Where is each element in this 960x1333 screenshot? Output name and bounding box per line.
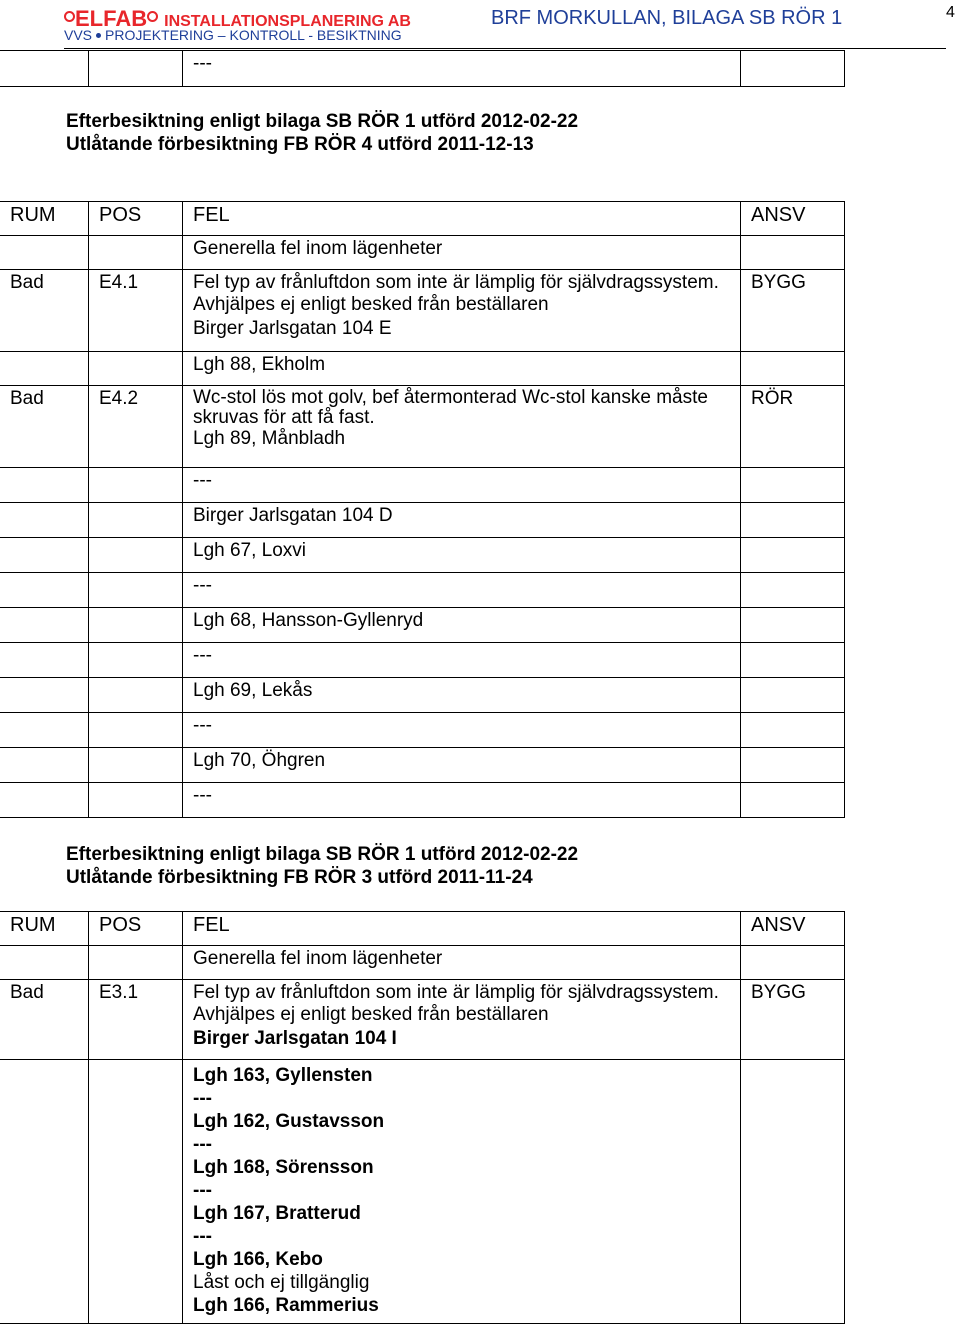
table-row [0, 1060, 845, 1324]
fel-cell: Wc-stol lös mot golv, bef återmonterad Wc-stol kanske måste skruvas för att få fast. Lgh 89, Månbladh [183, 386, 741, 468]
table-header-row [0, 912, 845, 946]
col-ansv: ANSV [741, 202, 845, 236]
pos-cell: E4.1 [89, 270, 183, 352]
section2-title-line2: Utlåtande förbesiktning FB RÖR 3 utförd 2011-11-24 [66, 867, 533, 888]
list-item: --- [193, 1226, 212, 1247]
apartment-list [183, 1060, 741, 1324]
bullet-icon [96, 33, 101, 38]
pos-cell: E4.2 [89, 386, 183, 468]
list-item: Lgh 163, Gyllensten [193, 1065, 373, 1086]
rum-cell: Bad [0, 270, 89, 352]
table-row [0, 980, 845, 1060]
table-row [0, 236, 845, 270]
document-title: BRF MORKULLAN, BILAGA SB RÖR 1 [491, 7, 843, 29]
table-row [0, 270, 845, 352]
rum-cell: Bad [0, 386, 89, 468]
ansv-cell: BYGG [741, 270, 845, 352]
col-ansv: ANSV [741, 912, 845, 946]
general-heading: Generella fel inom lägenheter [183, 946, 741, 980]
fel-cell: Fel typ av frånluftdon som inte är lämplig för självdragssystem. Avhjälpes ej enligt besked från beställaren Birger Jarlsgatan 104 E [183, 270, 741, 352]
table-row [0, 386, 845, 468]
ansv-cell: BYGG [741, 980, 845, 1060]
company-name: INSTALLATIONSPLANERING AB [164, 13, 411, 30]
list-item: Lgh 167, Bratterud [193, 1203, 361, 1224]
col-rum: RUM [0, 912, 89, 946]
dash-cell: --- [183, 51, 741, 87]
pos-cell: E3.1 [89, 980, 183, 1060]
list-item: Låst och ej tillgänglig [193, 1272, 370, 1293]
list-item: --- [193, 1088, 212, 1109]
col-pos: POS [89, 202, 183, 236]
rum-cell: Bad [0, 980, 89, 1060]
table-row: --- [0, 713, 845, 748]
company-logo: ELFAB [75, 6, 148, 31]
col-rum: RUM [0, 202, 89, 236]
table-row: Lgh 70, Öhgren [0, 748, 845, 783]
section1-title [66, 110, 578, 156]
section2-table [0, 911, 845, 1324]
top-table [0, 50, 845, 87]
logo-circle-left-icon [64, 11, 75, 22]
table-row: Birger Jarlsgatan 104 D [0, 503, 845, 538]
col-pos: POS [89, 912, 183, 946]
table-row: Lgh 88, Ekholm [0, 352, 845, 386]
table-row: --- [0, 468, 845, 503]
table-header-row [0, 202, 845, 236]
company-services [64, 27, 402, 43]
table-row [0, 946, 845, 980]
section1-title-line2: Utlåtande förbesiktning FB RÖR 4 utförd 2011-12-13 [66, 134, 534, 155]
list-item: Lgh 168, Sörensson [193, 1157, 374, 1178]
ansv-cell: RÖR [741, 386, 845, 468]
page-number: 4 [946, 4, 955, 21]
section1-table [0, 201, 845, 818]
fel-cell: Fel typ av frånluftdon som inte är lämplig för självdragssystem. Avhjälpes ej enligt besked från beställaren Birger Jarlsgatan 104 I [183, 980, 741, 1060]
table-row: --- [0, 573, 845, 608]
logo-circle-right-icon [147, 11, 158, 22]
list-item: Lgh 162, Gustavsson [193, 1111, 385, 1132]
general-heading: Generella fel inom lägenheter [183, 236, 741, 270]
list-item: Lgh 166, Kebo [193, 1249, 323, 1270]
list-item: --- [193, 1134, 212, 1155]
col-fel: FEL [183, 912, 741, 946]
section2-title-line1: Efterbesiktning enligt bilaga SB RÖR 1 utförd 2012-02-22 [66, 844, 579, 865]
table-row: --- [0, 643, 845, 678]
section1-title-line1: Efterbesiktning enligt bilaga SB RÖR 1 utförd 2012-02-22 [66, 111, 579, 132]
section2-title [66, 843, 578, 889]
table-row: --- [0, 783, 845, 818]
table-row: Lgh 69, Lekås [0, 678, 845, 713]
table-row: Lgh 68, Hansson-Gyllenryd [0, 608, 845, 643]
services-text: PROJEKTERING – KONTROLL - BESIKTNING [105, 27, 402, 43]
table-row: Lgh 67, Loxvi [0, 538, 845, 573]
list-item: --- [193, 1180, 212, 1201]
col-fel: FEL [183, 202, 741, 236]
services-vvs: VVS [64, 27, 93, 43]
header-divider [64, 48, 946, 49]
list-item: Lgh 166, Rammerius [193, 1295, 379, 1316]
